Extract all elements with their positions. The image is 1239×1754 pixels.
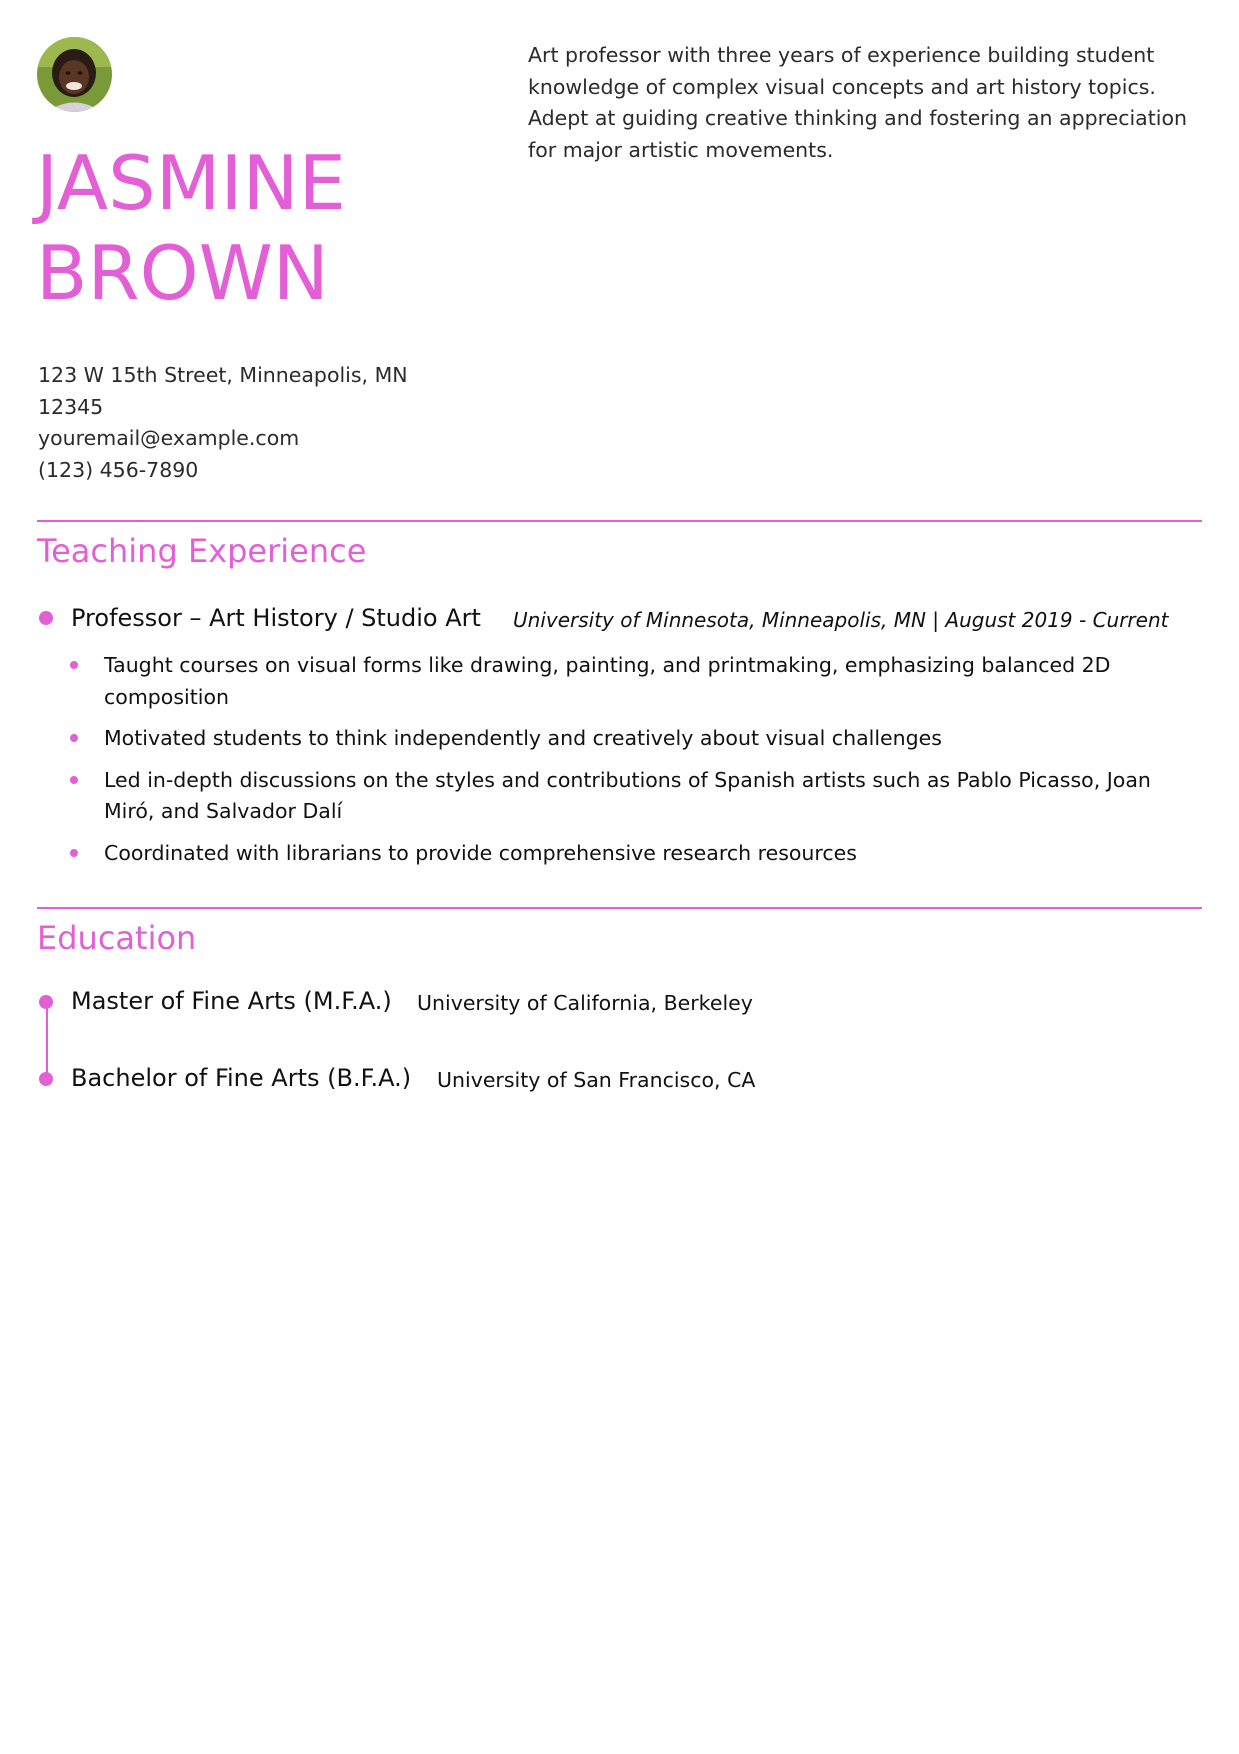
contact-email[interactable]: youremail@example.com bbox=[38, 426, 300, 450]
contact-info bbox=[38, 360, 408, 486]
section-title-teaching: Teaching Experience bbox=[37, 532, 367, 570]
bullet-dot bbox=[70, 776, 78, 784]
section-divider bbox=[37, 520, 1202, 522]
bullet-dot bbox=[70, 734, 78, 742]
list-item bbox=[70, 765, 1180, 828]
first-name: JASMINE bbox=[36, 139, 347, 227]
section-divider bbox=[37, 907, 1202, 909]
job-title: Professor – Art History / Studio Art bbox=[71, 604, 481, 632]
education-timeline bbox=[46, 1004, 48, 1080]
bullet-text: Coordinated with librarians to provide comprehensive research resources bbox=[104, 840, 857, 865]
education-school: University of San Francisco, CA bbox=[437, 1068, 756, 1092]
education-degree: Master of Fine Arts (M.F.A.) bbox=[71, 987, 392, 1015]
list-item bbox=[70, 650, 1180, 713]
list-item bbox=[70, 838, 1180, 870]
bullet-text: Led in-depth discussions on the styles and contributions of Spanish artists such as Pablo Picasso, Joan Miró, and Salvador Dalí bbox=[104, 767, 1151, 823]
last-name: BROWN bbox=[36, 229, 329, 317]
contact-street: 123 W 15th Street, Minneapolis, MN bbox=[38, 363, 408, 387]
job-bullet-dot bbox=[39, 611, 53, 625]
section-title-education: Education bbox=[37, 919, 197, 957]
job-meta: University of Minnesota, Minneapolis, MN | August 2019 - Current bbox=[513, 608, 1169, 632]
bullet-dot bbox=[70, 849, 78, 857]
profile-summary: Art professor with three years of experience building student knowledge of complex visual concepts and art history topics. Adept at guiding creative thinking and fostering an appreciation for major artistic movements. bbox=[528, 43, 1187, 162]
education-dot bbox=[39, 995, 53, 1009]
candidate-name bbox=[36, 138, 346, 318]
job-responsibilities bbox=[70, 650, 1180, 879]
list-item bbox=[70, 723, 1180, 755]
profile-photo bbox=[37, 37, 112, 112]
education-degree: Bachelor of Fine Arts (B.F.A.) bbox=[71, 1064, 412, 1092]
bullet-text: Taught courses on visual forms like drawing, painting, and printmaking, emphasizing balanced 2D composition bbox=[104, 653, 1111, 709]
education-dot bbox=[39, 1072, 53, 1086]
education-school: University of California, Berkeley bbox=[417, 991, 753, 1015]
avatar-image bbox=[37, 37, 112, 112]
bullet-text: Motivated students to think independently and creatively about visual challenges bbox=[104, 726, 942, 750]
contact-zip: 12345 bbox=[38, 394, 104, 419]
contact-phone[interactable]: (123) 456-7890 bbox=[38, 457, 199, 482]
bullet-dot bbox=[70, 661, 78, 669]
